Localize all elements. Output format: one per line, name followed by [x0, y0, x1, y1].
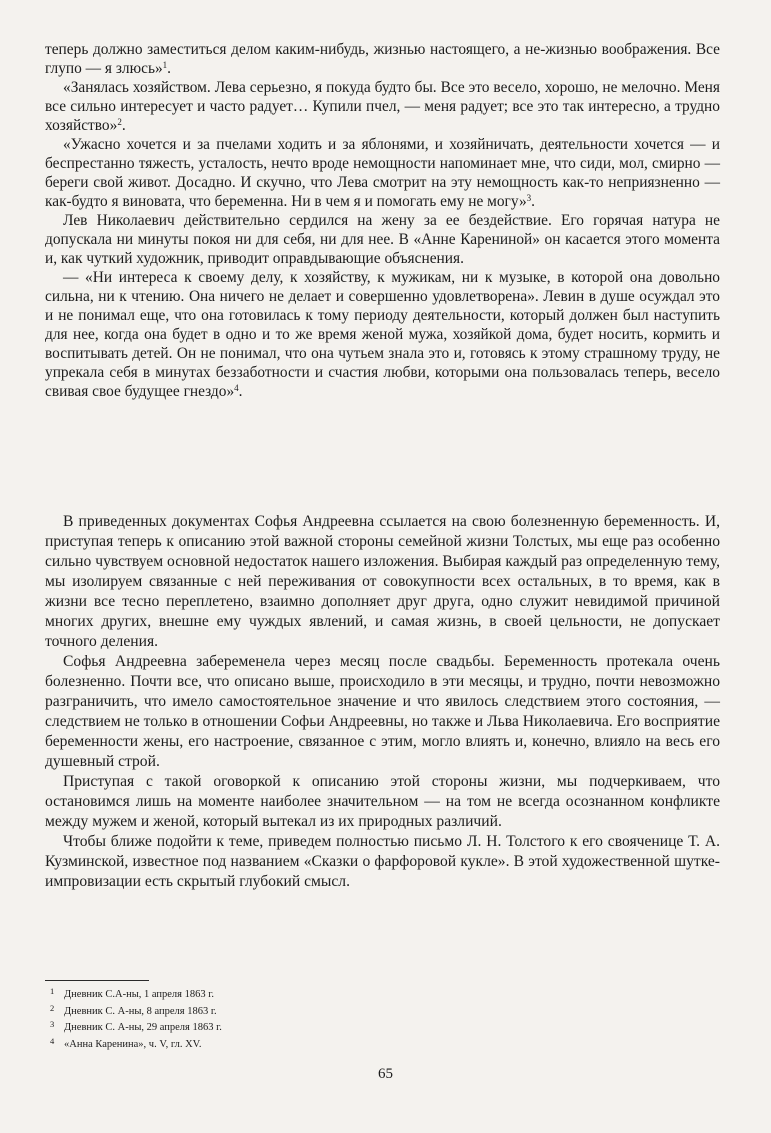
footnote-item	[50, 985, 450, 1002]
footnote-text: Дневник С. А-ны, 8 апреля 1863 г.	[64, 1005, 217, 1017]
paragraph-text: «Занялась хозяйством. Лева серьезно, я покуда будто бы. Все это весело, хорошо, не мелочно. Меня все сильно интересует и часто радует… Купили пчел, — меня радует; все это так интересно, а трудно хозяйство»	[45, 79, 720, 134]
footnote-divider	[45, 980, 149, 981]
paragraph-main-3: Приступая с такой оговоркой к описанию этой стороны жизни, мы подчеркиваем, что остановимся лишь на моменте наиболее значительном — на том не всегда осознанном конфликте между мужем и женой, который вытекал из их природных различий.	[45, 773, 720, 830]
paragraph-text: — «Ни интереса к своему делу, к хозяйству, к мужикам, ни к музыке, в которой она довольно сильна, ни к чтению. Она ничего не делает и совершенно удовлетворена». Левин в душе осуждал это и не понимал еще, что она готовилась к тому периоду деятельности, который должен был наступить для нее, когда она будет в одно и то же время женой мужа, хозяйкой дома, будет носить, кормить и воспитывать детей. Он не понимал, что она чутьем знала это и, готовясь к этому страшному труду, не упрекала себя в минутах беззаботности и счастия любви, которыми она пользовалась теперь, весело свивая свое будущее гнездо»	[45, 269, 720, 400]
footnote-number: 4	[50, 1035, 55, 1046]
main-text-block	[45, 512, 720, 892]
quoted-diary-block	[45, 40, 720, 401]
paragraph-main-4: Чтобы ближе подойти к теме, приведем полностью письмо Л. Н. Толстого к его свояченице Т. А. Кузминской, известное под названием «Сказки о фарфоровой кукле». В этой художественной шутке-импровизации есть скрытый глубокий смысл.	[45, 833, 720, 890]
footnote-item	[50, 1018, 450, 1035]
footnote-text: Дневник С. А-ны, 29 апреля 1863 г.	[64, 1022, 222, 1033]
paragraph-text: теперь должно заместиться делом каким-нибудь, жизнью настоящего, а не-жизнью воображения. Все глупо — я злюсь»	[45, 41, 720, 77]
footnote-number: 1	[50, 986, 55, 996]
paragraph-tail: .	[238, 383, 243, 400]
paragraph-top-2	[45, 78, 720, 135]
paragraph-top-5	[45, 268, 720, 401]
footnote-text: Дневник С.А-ны, 1 апреля 1863 г.	[64, 989, 214, 1000]
footnotes-list	[50, 985, 450, 1051]
paragraph-main-1: В приведенных документах Софья Андреевна ссылается на свою болезненную беременность. И, приступая теперь к описанию этой важной стороны семейной жизни Толстых, мы еще раз особенно сильно чувствуем основной недостаток нашего изложения. Выбирая каждый раз определенную тему, мы изолируем связанные с ней переживания от совокупности всех остальных, в то время, как в жизни все тесно переплетено, взаимно дополняет друг друга, одно служит невидимой причиной многих других, внешне ему чуждых явлений, и самая жизнь, в своей цельности, не допускает точного деления.	[45, 513, 720, 650]
paragraph-tail: .	[121, 117, 126, 134]
footnote-number: 3	[50, 1019, 55, 1029]
page-number: 65	[378, 1066, 393, 1082]
paragraph-top-1	[45, 40, 720, 78]
paragraph-text: «Ужасно хочется и за пчелами ходить и за яблонями, и хозяйничать, деятельности хочется — и беспрестанно тяжесть, усталость, нечто вроде немощности напоминает мне, что сиди, мол, смирно — береги свой живот. Досадно. И скучно, что Лева смотрит на эту немощность как-то неприязненно — как-будто я виновата, что беременна. Ни в чем я и помогать ему не могу»	[45, 136, 720, 210]
footnote-ref-3[interactable]: 3	[526, 193, 532, 203]
paragraph-top-4	[45, 211, 720, 268]
paragraph-main-2: Софья Андреевна забеременела через месяц после свадьбы. Беременность протекала очень болезненно. Почти все, что описано выше, происходило в эти месяцы, и трудно, почти невозможно разграничить, что имело самостоятельное значение и что явилось следствием этого состояния, — следствием не только в отношении Софьи Андреевны, но также и Льва Николаевича. Его восприятие беременности жены, его настроение, связанное с этим, могло влиять и, конечно, влияло на весь его душевный строй.	[45, 653, 720, 770]
paragraph-tail: .	[167, 60, 172, 77]
footnote-item	[50, 1002, 450, 1019]
footnote-text: «Анна Каренина», ч. V, гл. XV.	[64, 1038, 202, 1050]
footnote-item	[50, 1035, 450, 1052]
footnote-ref-2[interactable]: 2	[117, 117, 122, 127]
footnote-ref-4[interactable]: 4	[234, 383, 239, 393]
paragraph-text: Лев Николаевич действительно сердился на жену за ее бездействие. Его горячая натура не допускала ни минуты покоя ни для себя, ни для нее. В «Анне Карениной» он касается этого момента и, как чуткий художник, приводит оправдывающие объяснения.	[45, 212, 720, 267]
paragraph-tail: .	[531, 193, 536, 210]
footnote-number: 2	[50, 1002, 55, 1013]
footnote-ref-1[interactable]: 1	[162, 60, 168, 70]
paragraph-top-3	[45, 135, 720, 211]
